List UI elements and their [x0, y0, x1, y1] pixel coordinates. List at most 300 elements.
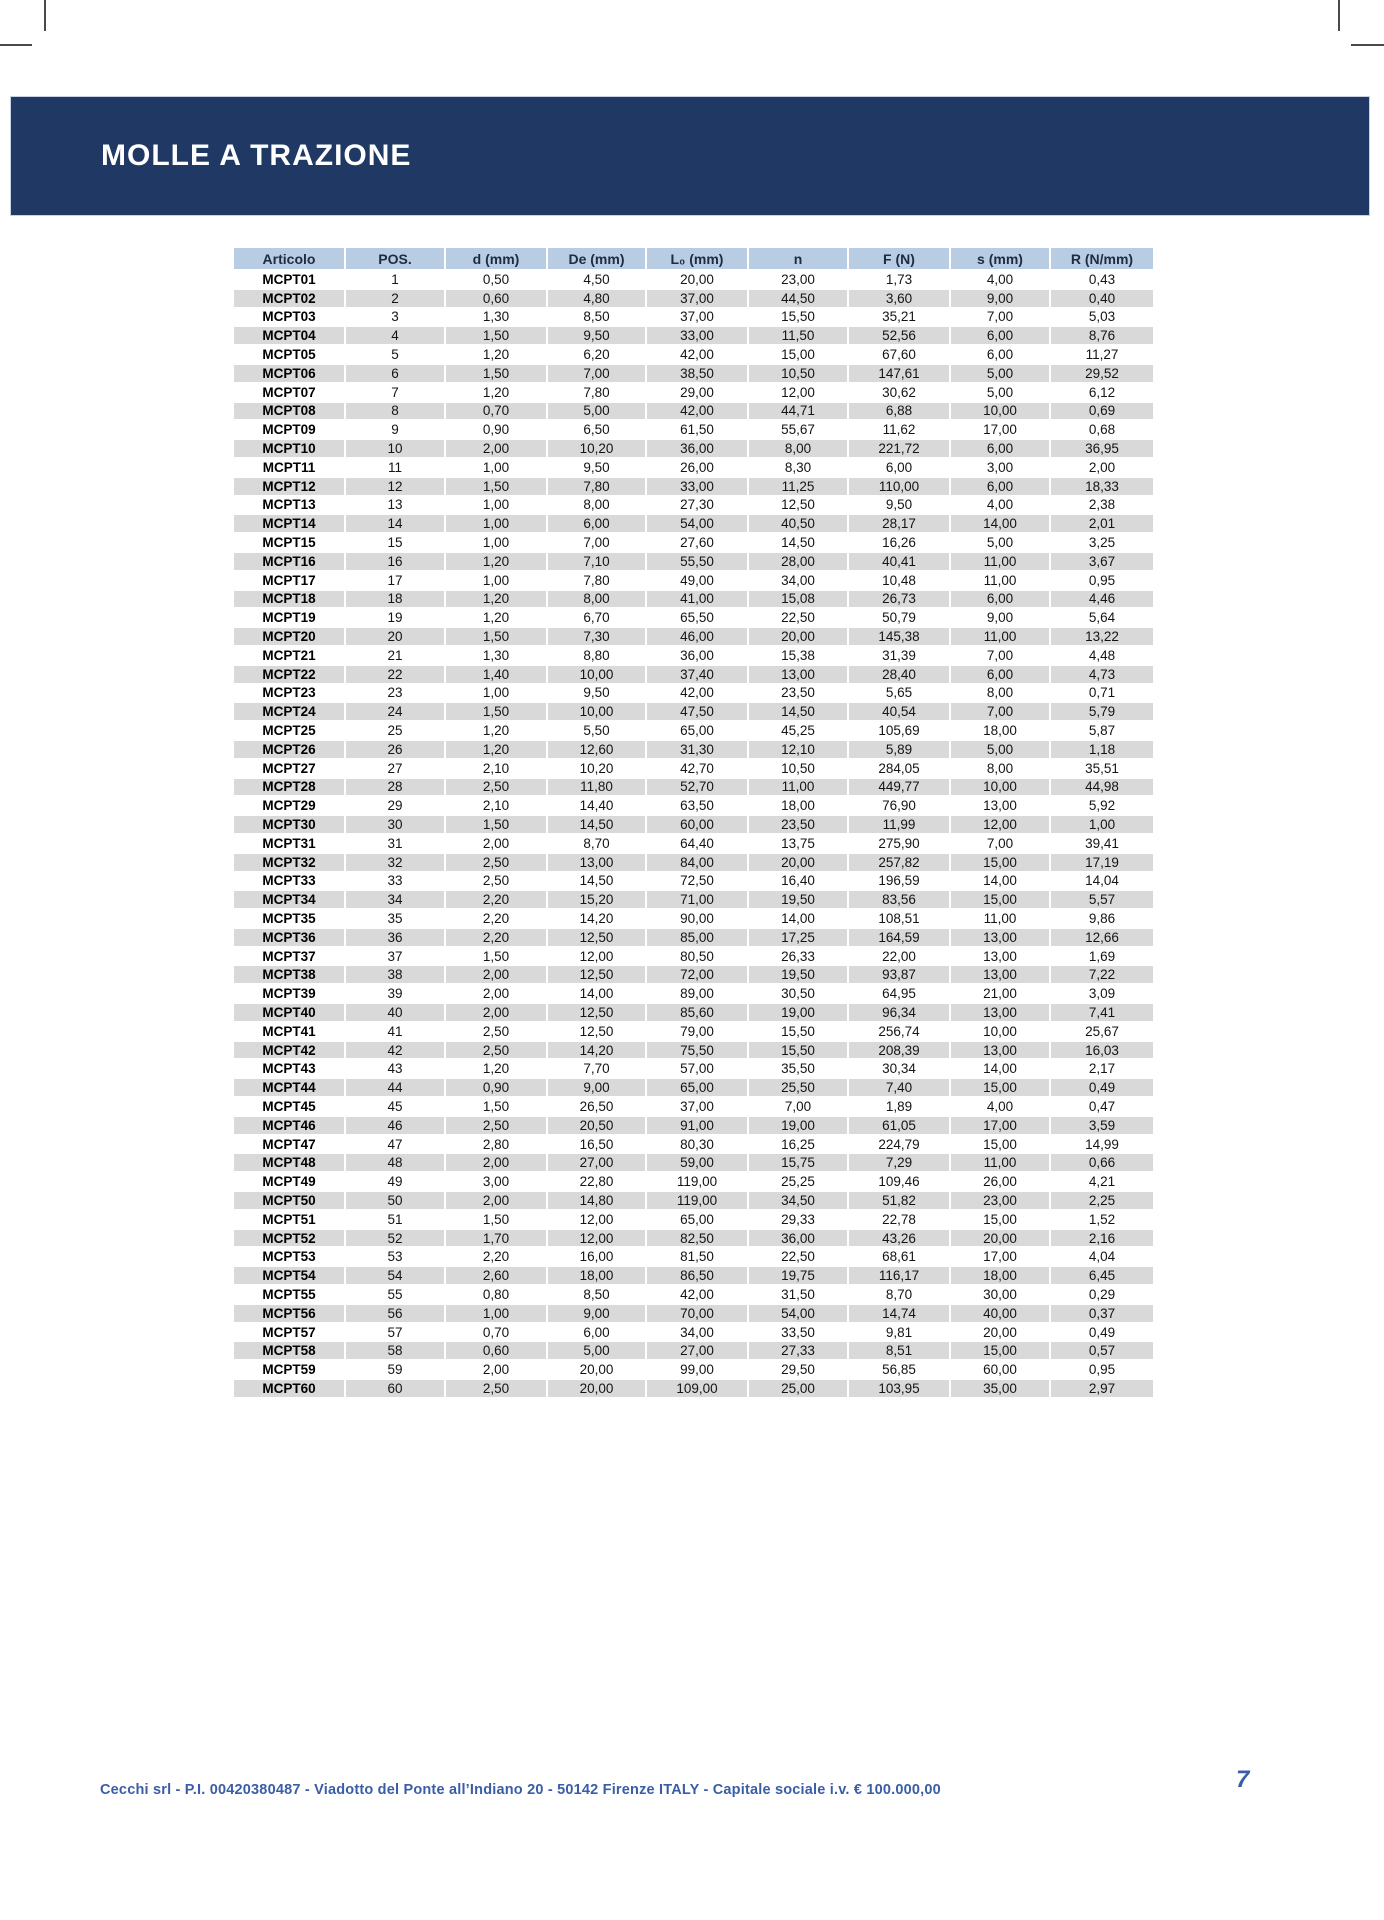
articolo-cell: MCPT52: [233, 1229, 345, 1248]
table-row: [233, 270, 1154, 289]
value-cell: 284,05: [848, 759, 950, 778]
value-cell: 1,40: [445, 665, 547, 684]
value-cell: 83,56: [848, 890, 950, 909]
value-cell: 5,57: [1050, 890, 1154, 909]
value-cell: 22,80: [547, 1172, 646, 1191]
articolo-cell: MCPT10: [233, 439, 345, 458]
value-cell: 1,89: [848, 1097, 950, 1116]
value-cell: 3,25: [1050, 533, 1154, 552]
table-row: [233, 702, 1154, 721]
value-cell: 18: [345, 590, 445, 609]
value-cell: 42,00: [646, 1285, 748, 1304]
value-cell: 93,87: [848, 965, 950, 984]
value-cell: 6,12: [1050, 383, 1154, 402]
spring-table-container: [232, 246, 1153, 1399]
value-cell: 15,00: [950, 853, 1050, 872]
value-cell: 40,00: [950, 1304, 1050, 1323]
articolo-cell: MCPT59: [233, 1360, 345, 1379]
articolo-cell: MCPT16: [233, 552, 345, 571]
value-cell: 0,50: [445, 270, 547, 289]
value-cell: 20,00: [950, 1323, 1050, 1342]
value-cell: 147,61: [848, 364, 950, 383]
crop-mark-top-right-horizontal: [1351, 44, 1384, 46]
value-cell: 2,50: [445, 778, 547, 797]
value-cell: 5,00: [950, 383, 1050, 402]
articolo-cell: MCPT48: [233, 1153, 345, 1172]
articolo-cell: MCPT17: [233, 571, 345, 590]
value-cell: 12,00: [547, 1229, 646, 1248]
value-cell: 36: [345, 928, 445, 947]
value-cell: 72,50: [646, 872, 748, 891]
value-cell: 9,50: [547, 458, 646, 477]
value-cell: 14: [345, 514, 445, 533]
value-cell: 13,75: [748, 834, 848, 853]
value-cell: 13,00: [950, 1041, 1050, 1060]
table-row: [233, 477, 1154, 496]
value-cell: 38: [345, 965, 445, 984]
value-cell: 17,25: [748, 928, 848, 947]
value-cell: 15: [345, 533, 445, 552]
value-cell: 59: [345, 1360, 445, 1379]
value-cell: 35,21: [848, 308, 950, 327]
value-cell: 1,30: [445, 308, 547, 327]
title-band: [10, 96, 1370, 216]
value-cell: 256,74: [848, 1022, 950, 1041]
value-cell: 19: [345, 608, 445, 627]
value-cell: 1,50: [445, 477, 547, 496]
articolo-cell: MCPT56: [233, 1304, 345, 1323]
value-cell: 7,30: [547, 627, 646, 646]
value-cell: 5,79: [1050, 702, 1154, 721]
value-cell: 26,50: [547, 1097, 646, 1116]
value-cell: 42,00: [646, 402, 748, 421]
value-cell: 46,00: [646, 627, 748, 646]
value-cell: 7,00: [950, 308, 1050, 327]
value-cell: 0,47: [1050, 1097, 1154, 1116]
table-row: [233, 345, 1154, 364]
value-cell: 8,00: [748, 439, 848, 458]
value-cell: 7,10: [547, 552, 646, 571]
value-cell: 22,00: [848, 947, 950, 966]
table-row: [233, 1285, 1154, 1304]
value-cell: 109,00: [646, 1379, 748, 1398]
value-cell: 15,08: [748, 590, 848, 609]
value-cell: 30,34: [848, 1059, 950, 1078]
value-cell: 10,00: [547, 702, 646, 721]
table-row: [233, 308, 1154, 327]
value-cell: 54,00: [646, 514, 748, 533]
articolo-cell: MCPT26: [233, 740, 345, 759]
articolo-cell: MCPT40: [233, 1003, 345, 1022]
value-cell: 41: [345, 1022, 445, 1041]
value-cell: 5,87: [1050, 721, 1154, 740]
value-cell: 25,50: [748, 1078, 848, 1097]
value-cell: 29,52: [1050, 364, 1154, 383]
value-cell: 8,70: [848, 1285, 950, 1304]
value-cell: 15,00: [748, 345, 848, 364]
value-cell: 6,00: [950, 439, 1050, 458]
value-cell: 208,39: [848, 1041, 950, 1060]
page-title: MOLLE A TRAZIONE: [101, 139, 412, 172]
table-row: [233, 796, 1154, 815]
value-cell: 14,74: [848, 1304, 950, 1323]
value-cell: 224,79: [848, 1135, 950, 1154]
value-cell: 48: [345, 1153, 445, 1172]
value-cell: 5,89: [848, 740, 950, 759]
value-cell: 68,61: [848, 1247, 950, 1266]
value-cell: 2,00: [445, 984, 547, 1003]
value-cell: 4,48: [1050, 646, 1154, 665]
value-cell: 26,73: [848, 590, 950, 609]
value-cell: 1,20: [445, 552, 547, 571]
value-cell: 7,70: [547, 1059, 646, 1078]
value-cell: 1,00: [1050, 815, 1154, 834]
value-cell: 27,00: [547, 1153, 646, 1172]
articolo-cell: MCPT45: [233, 1097, 345, 1116]
value-cell: 49,00: [646, 571, 748, 590]
value-cell: 2,25: [1050, 1191, 1154, 1210]
value-cell: 75,50: [646, 1041, 748, 1060]
table-row: [233, 1153, 1154, 1172]
value-cell: 6,00: [950, 345, 1050, 364]
value-cell: 1,50: [445, 702, 547, 721]
table-row: [233, 1379, 1154, 1398]
value-cell: 1,50: [445, 1210, 547, 1229]
value-cell: 23,00: [748, 270, 848, 289]
value-cell: 71,00: [646, 890, 748, 909]
value-cell: 16,03: [1050, 1041, 1154, 1060]
value-cell: 0,68: [1050, 420, 1154, 439]
value-cell: 90,00: [646, 909, 748, 928]
column-header: n: [748, 247, 848, 270]
value-cell: 59,00: [646, 1153, 748, 1172]
value-cell: 12,00: [547, 1210, 646, 1229]
value-cell: 4,73: [1050, 665, 1154, 684]
value-cell: 6,00: [848, 458, 950, 477]
value-cell: 20,50: [547, 1116, 646, 1135]
value-cell: 12,60: [547, 740, 646, 759]
articolo-cell: MCPT07: [233, 383, 345, 402]
value-cell: 35: [345, 909, 445, 928]
value-cell: 84,00: [646, 853, 748, 872]
value-cell: 11,62: [848, 420, 950, 439]
value-cell: 33,50: [748, 1323, 848, 1342]
value-cell: 20,00: [748, 853, 848, 872]
value-cell: 4,00: [950, 1097, 1050, 1116]
table-row: [233, 740, 1154, 759]
value-cell: 11,00: [950, 909, 1050, 928]
value-cell: 11,27: [1050, 345, 1154, 364]
value-cell: 37: [345, 947, 445, 966]
value-cell: 3,60: [848, 289, 950, 308]
value-cell: 5,50: [547, 721, 646, 740]
value-cell: 7,00: [547, 364, 646, 383]
value-cell: 10,48: [848, 571, 950, 590]
value-cell: 0,70: [445, 402, 547, 421]
articolo-cell: MCPT13: [233, 496, 345, 515]
value-cell: 14,50: [547, 815, 646, 834]
value-cell: 2,50: [445, 872, 547, 891]
value-cell: 20,00: [547, 1379, 646, 1398]
value-cell: 18,00: [748, 796, 848, 815]
table-row: [233, 853, 1154, 872]
value-cell: 37,00: [646, 308, 748, 327]
value-cell: 1,50: [445, 947, 547, 966]
value-cell: 34,50: [748, 1191, 848, 1210]
value-cell: 65,50: [646, 608, 748, 627]
value-cell: 196,59: [848, 872, 950, 891]
articolo-cell: MCPT15: [233, 533, 345, 552]
value-cell: 91,00: [646, 1116, 748, 1135]
value-cell: 27,30: [646, 496, 748, 515]
value-cell: 6,00: [950, 590, 1050, 609]
value-cell: 15,00: [950, 1078, 1050, 1097]
value-cell: 14,50: [547, 872, 646, 891]
value-cell: 2,00: [445, 1360, 547, 1379]
value-cell: 54,00: [748, 1304, 848, 1323]
table-row: [233, 1341, 1154, 1360]
value-cell: 7,40: [848, 1078, 950, 1097]
value-cell: 45: [345, 1097, 445, 1116]
value-cell: 16,40: [748, 872, 848, 891]
articolo-cell: MCPT11: [233, 458, 345, 477]
value-cell: 18,00: [950, 1266, 1050, 1285]
value-cell: 16,50: [547, 1135, 646, 1154]
value-cell: 37,00: [646, 1097, 748, 1116]
value-cell: 11,00: [950, 1153, 1050, 1172]
value-cell: 0,29: [1050, 1285, 1154, 1304]
value-cell: 1,20: [445, 721, 547, 740]
value-cell: 13,00: [950, 1003, 1050, 1022]
value-cell: 11: [345, 458, 445, 477]
value-cell: 35,50: [748, 1059, 848, 1078]
value-cell: 16,00: [547, 1247, 646, 1266]
value-cell: 105,69: [848, 721, 950, 740]
value-cell: 33,00: [646, 326, 748, 345]
value-cell: 12,00: [950, 815, 1050, 834]
value-cell: 2,00: [445, 1191, 547, 1210]
value-cell: 2,20: [445, 890, 547, 909]
value-cell: 16,25: [748, 1135, 848, 1154]
value-cell: 5,00: [547, 402, 646, 421]
value-cell: 11,00: [950, 571, 1050, 590]
value-cell: 99,00: [646, 1360, 748, 1379]
value-cell: 22: [345, 665, 445, 684]
table-row: [233, 947, 1154, 966]
articolo-cell: MCPT51: [233, 1210, 345, 1229]
value-cell: 8: [345, 402, 445, 421]
value-cell: 89,00: [646, 984, 748, 1003]
column-header: d (mm): [445, 247, 547, 270]
value-cell: 23,50: [748, 815, 848, 834]
table-row: [233, 1097, 1154, 1116]
value-cell: 29,50: [748, 1360, 848, 1379]
value-cell: 43,26: [848, 1229, 950, 1248]
value-cell: 61,50: [646, 420, 748, 439]
table-row: [233, 834, 1154, 853]
value-cell: 7,00: [547, 533, 646, 552]
value-cell: 39,41: [1050, 834, 1154, 853]
value-cell: 9: [345, 420, 445, 439]
value-cell: 10,00: [950, 402, 1050, 421]
value-cell: 0,95: [1050, 571, 1154, 590]
value-cell: 23: [345, 684, 445, 703]
articolo-cell: MCPT23: [233, 684, 345, 703]
value-cell: 36,95: [1050, 439, 1154, 458]
articolo-cell: MCPT03: [233, 308, 345, 327]
value-cell: 36,00: [646, 439, 748, 458]
value-cell: 15,50: [748, 1022, 848, 1041]
value-cell: 3,67: [1050, 552, 1154, 571]
value-cell: 6,00: [547, 514, 646, 533]
value-cell: 1,30: [445, 646, 547, 665]
value-cell: 9,50: [848, 496, 950, 515]
table-row: [233, 514, 1154, 533]
value-cell: 65,00: [646, 721, 748, 740]
value-cell: 15,50: [748, 1041, 848, 1060]
value-cell: 1,20: [445, 383, 547, 402]
value-cell: 1,50: [445, 815, 547, 834]
value-cell: 9,50: [547, 684, 646, 703]
value-cell: 12,50: [547, 928, 646, 947]
value-cell: 85,00: [646, 928, 748, 947]
value-cell: 0,60: [445, 289, 547, 308]
articolo-cell: MCPT20: [233, 627, 345, 646]
value-cell: 18,00: [950, 721, 1050, 740]
value-cell: 30: [345, 815, 445, 834]
value-cell: 39: [345, 984, 445, 1003]
value-cell: 64,40: [646, 834, 748, 853]
value-cell: 60: [345, 1379, 445, 1398]
articolo-cell: MCPT35: [233, 909, 345, 928]
value-cell: 54: [345, 1266, 445, 1285]
value-cell: 0,95: [1050, 1360, 1154, 1379]
column-header: De (mm): [547, 247, 646, 270]
table-row: [233, 1041, 1154, 1060]
value-cell: 56: [345, 1304, 445, 1323]
value-cell: 25,25: [748, 1172, 848, 1191]
value-cell: 36,00: [748, 1229, 848, 1248]
table-row: [233, 533, 1154, 552]
value-cell: 6,88: [848, 402, 950, 421]
table-row: [233, 1210, 1154, 1229]
value-cell: 3,00: [445, 1172, 547, 1191]
value-cell: 16: [345, 552, 445, 571]
value-cell: 19,50: [748, 965, 848, 984]
value-cell: 55: [345, 1285, 445, 1304]
value-cell: 11,00: [950, 627, 1050, 646]
value-cell: 15,00: [950, 1135, 1050, 1154]
value-cell: 8,00: [547, 496, 646, 515]
value-cell: 44: [345, 1078, 445, 1097]
value-cell: 108,51: [848, 909, 950, 928]
table-row: [233, 402, 1154, 421]
value-cell: 47,50: [646, 702, 748, 721]
table-row: [233, 965, 1154, 984]
value-cell: 2,17: [1050, 1059, 1154, 1078]
articolo-cell: MCPT24: [233, 702, 345, 721]
articolo-cell: MCPT54: [233, 1266, 345, 1285]
value-cell: 7,00: [950, 702, 1050, 721]
value-cell: 37,00: [646, 289, 748, 308]
articolo-cell: MCPT58: [233, 1341, 345, 1360]
value-cell: 40: [345, 1003, 445, 1022]
articolo-cell: MCPT18: [233, 590, 345, 609]
value-cell: 14,00: [950, 872, 1050, 891]
value-cell: 2,50: [445, 853, 547, 872]
value-cell: 7: [345, 383, 445, 402]
value-cell: 15,75: [748, 1153, 848, 1172]
table-row: [233, 1247, 1154, 1266]
value-cell: 26,33: [748, 947, 848, 966]
value-cell: 53: [345, 1247, 445, 1266]
value-cell: 3,09: [1050, 984, 1154, 1003]
value-cell: 35,00: [950, 1379, 1050, 1398]
table-row: [233, 1323, 1154, 1342]
articolo-cell: MCPT08: [233, 402, 345, 421]
value-cell: 1,69: [1050, 947, 1154, 966]
value-cell: 7,00: [748, 1097, 848, 1116]
value-cell: 12,00: [748, 383, 848, 402]
value-cell: 10,20: [547, 759, 646, 778]
value-cell: 80,50: [646, 947, 748, 966]
value-cell: 25: [345, 721, 445, 740]
value-cell: 7,00: [950, 646, 1050, 665]
value-cell: 2,50: [445, 1116, 547, 1135]
value-cell: 7,80: [547, 571, 646, 590]
value-cell: 32: [345, 853, 445, 872]
crop-mark-top-right-vertical: [1338, 0, 1340, 31]
articolo-cell: MCPT01: [233, 270, 345, 289]
column-header: s (mm): [950, 247, 1050, 270]
value-cell: 15,00: [950, 1210, 1050, 1229]
value-cell: 25,67: [1050, 1022, 1154, 1041]
table-row: [233, 1022, 1154, 1041]
value-cell: 5,65: [848, 684, 950, 703]
value-cell: 65,00: [646, 1078, 748, 1097]
value-cell: 29: [345, 796, 445, 815]
value-cell: 15,00: [950, 890, 1050, 909]
value-cell: 49: [345, 1172, 445, 1191]
value-cell: 22,50: [748, 1247, 848, 1266]
value-cell: 2,97: [1050, 1379, 1154, 1398]
column-header: Articolo: [233, 247, 345, 270]
value-cell: 1: [345, 270, 445, 289]
table-row: [233, 1191, 1154, 1210]
value-cell: 37,40: [646, 665, 748, 684]
value-cell: 3: [345, 308, 445, 327]
value-cell: 67,60: [848, 345, 950, 364]
articolo-cell: MCPT41: [233, 1022, 345, 1041]
value-cell: 5: [345, 345, 445, 364]
value-cell: 1,20: [445, 345, 547, 364]
value-cell: 27,00: [646, 1341, 748, 1360]
value-cell: 79,00: [646, 1022, 748, 1041]
value-cell: 30,00: [950, 1285, 1050, 1304]
value-cell: 81,50: [646, 1247, 748, 1266]
value-cell: 31,39: [848, 646, 950, 665]
value-cell: 16,26: [848, 533, 950, 552]
value-cell: 63,50: [646, 796, 748, 815]
value-cell: 56,85: [848, 1360, 950, 1379]
value-cell: 1,50: [445, 627, 547, 646]
value-cell: 12,00: [547, 947, 646, 966]
table-row: [233, 928, 1154, 947]
value-cell: 14,20: [547, 909, 646, 928]
articolo-cell: MCPT30: [233, 815, 345, 834]
table-row: [233, 1266, 1154, 1285]
value-cell: 0,66: [1050, 1153, 1154, 1172]
